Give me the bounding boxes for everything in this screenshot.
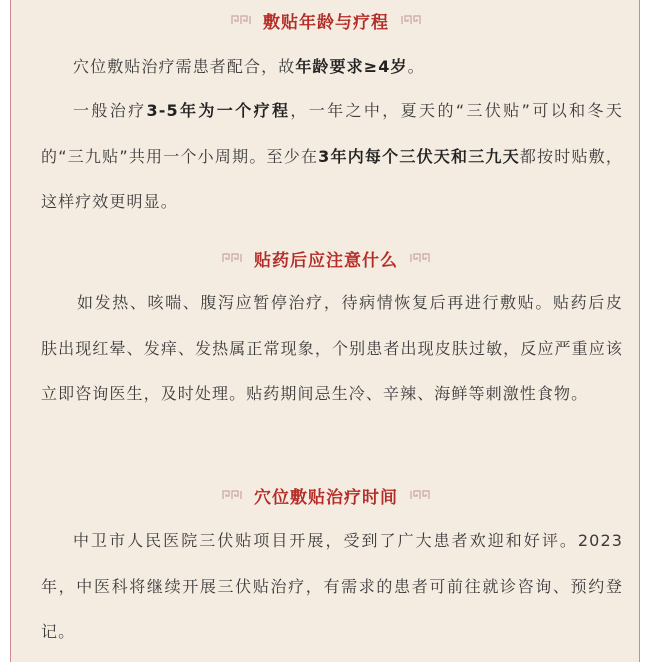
fret-ornament-icon	[222, 490, 244, 500]
paragraph: 如发热、咳喘、腹泻应暂停治疗，待病情恢复后再进行敷贴。贴药后皮肤出现红晕、发痒、发热属正常现象，个别患者出现皮肤过敏，反应严重应该立即咨询医生，及时处理。贴药期间忌生冷、辛辣、海鲜等刺激性食物。	[41, 293, 623, 403]
fret-ornament-icon	[399, 15, 421, 25]
fret-ornament-icon	[408, 253, 430, 263]
paragraph: 一般治疗3-5年为一个疗程，一年之中，夏天的“三伏贴”可以和冬天的“三九贴”共用一个小周期。至少在3年内每个三伏天和三九天都按时贴敷，这样疗效更明显。	[41, 101, 623, 211]
paragraph: 穴位敷贴治疗需患者配合，故年龄要求≥4岁。	[73, 57, 425, 76]
paragraph: 中卫市人民医院三伏贴项目开展，受到了广大患者欢迎和好评。2023年，中医科将继续开展三伏贴治疗，有需求的患者可前往就诊咨询、预约登记。	[41, 531, 623, 641]
article-panel	[10, 0, 640, 662]
section-heading	[11, 244, 641, 272]
fret-ornament-icon	[231, 15, 253, 25]
fret-ornament-icon	[222, 253, 244, 263]
section-title: 敷贴年龄与疗程	[263, 12, 389, 33]
section-title: 贴药后应注意什么	[254, 250, 398, 271]
section-title: 穴位敷贴治疗时间	[254, 487, 398, 508]
fret-ornament-icon	[408, 490, 430, 500]
section-heading	[11, 6, 641, 34]
section-heading	[11, 481, 641, 509]
